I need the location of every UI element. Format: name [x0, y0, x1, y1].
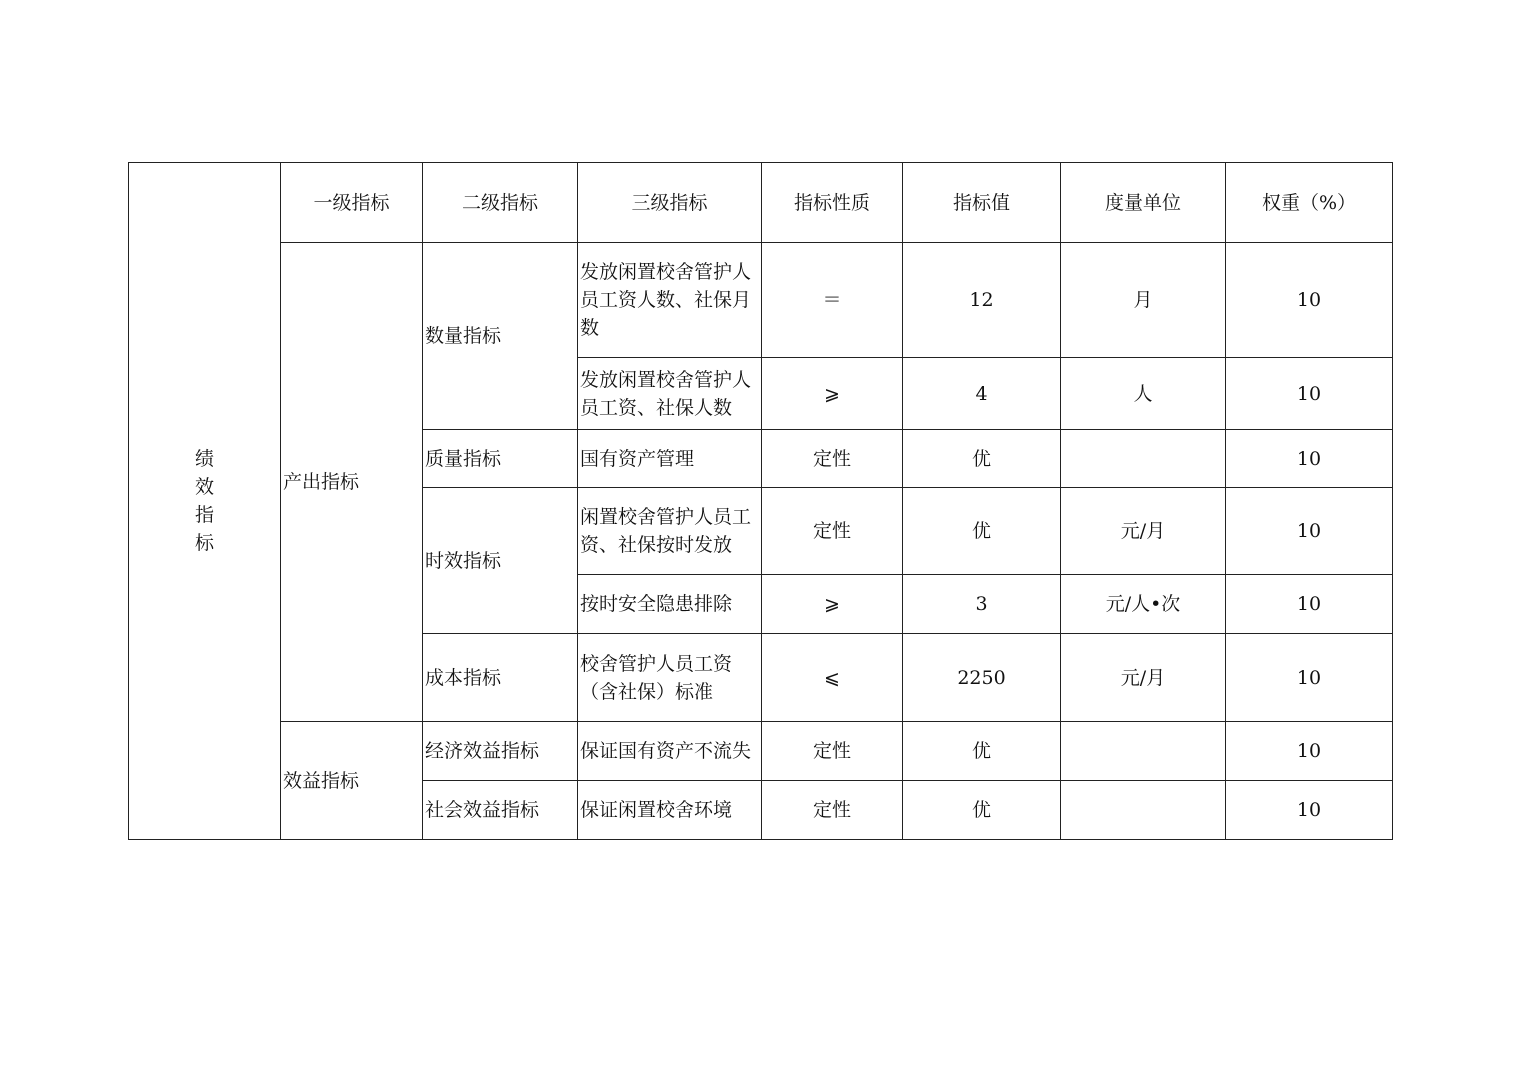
- indicator-value: 4: [903, 358, 1061, 430]
- level2-quality-indicator: 质量指标: [423, 430, 578, 488]
- indicator-nature: ⩾: [762, 358, 903, 430]
- indicator-value: 2250: [903, 634, 1061, 722]
- level1-benefit-indicator: 效益指标: [281, 722, 423, 840]
- measurement-unit: 元/月: [1061, 488, 1226, 575]
- level1-output-indicator: 产出指标: [281, 243, 423, 722]
- indicator-nature: 定性: [762, 722, 903, 781]
- weight-value: 10: [1226, 430, 1393, 488]
- level3-indicator: 国有资产管理: [578, 430, 762, 488]
- measurement-unit: 元/月: [1061, 634, 1226, 722]
- indicator-value: 优: [903, 430, 1061, 488]
- measurement-unit: [1061, 722, 1226, 781]
- level3-indicator: 发放闲置校舍管护人员工资、社保人数: [578, 358, 762, 430]
- header-level3: 三级指标: [578, 163, 762, 243]
- indicator-nature: 定性: [762, 430, 903, 488]
- header-unit: 度量单位: [1061, 163, 1226, 243]
- level2-timeliness-indicator: 时效指标: [423, 488, 578, 634]
- indicator-value: 优: [903, 488, 1061, 575]
- header-nature: 指标性质: [762, 163, 903, 243]
- indicator-nature: ＝: [762, 243, 903, 358]
- weight-value: 10: [1226, 243, 1393, 358]
- weight-value: 10: [1226, 488, 1393, 575]
- level2-quantity-indicator: 数量指标: [423, 243, 578, 430]
- header-value: 指标值: [903, 163, 1061, 243]
- level3-indicator: 保证闲置校舍环境: [578, 781, 762, 840]
- weight-value: 10: [1226, 781, 1393, 840]
- indicator-value: 3: [903, 575, 1061, 634]
- weight-value: 10: [1226, 634, 1393, 722]
- table-row: [129, 243, 1393, 358]
- level3-indicator: 闲置校舍管护人员工资、社保按时发放: [578, 488, 762, 575]
- weight-value: 10: [1226, 358, 1393, 430]
- measurement-unit: [1061, 781, 1226, 840]
- measurement-unit: 人: [1061, 358, 1226, 430]
- table-row: [129, 722, 1393, 781]
- indicator-nature: ⩾: [762, 575, 903, 634]
- level3-indicator: 按时安全隐患排除: [578, 575, 762, 634]
- measurement-unit: [1061, 430, 1226, 488]
- indicator-value: 12: [903, 243, 1061, 358]
- level2-economic-benefit-indicator: 经济效益指标: [423, 722, 578, 781]
- indicator-value: 优: [903, 781, 1061, 840]
- level3-indicator: 校舍管护人员工资（含社保）标准: [578, 634, 762, 722]
- weight-value: 10: [1226, 722, 1393, 781]
- header-row: [129, 163, 1393, 243]
- level3-indicator: 保证国有资产不流失: [578, 722, 762, 781]
- level2-social-benefit-indicator: 社会效益指标: [423, 781, 578, 840]
- header-level2: 二级指标: [423, 163, 578, 243]
- indicator-nature: 定性: [762, 781, 903, 840]
- level2-cost-indicator: 成本指标: [423, 634, 578, 722]
- level3-indicator: 发放闲置校舍管护人员工资人数、社保月数: [578, 243, 762, 358]
- weight-value: 10: [1226, 575, 1393, 634]
- performance-indicator-label: 绩效指标: [194, 448, 214, 554]
- performance-indicator-label-cell: [129, 163, 281, 840]
- measurement-unit: 月: [1061, 243, 1226, 358]
- indicator-value: 优: [903, 722, 1061, 781]
- header-level1: 一级指标: [281, 163, 423, 243]
- performance-indicator-table: [128, 162, 1393, 840]
- measurement-unit: 元/人•次: [1061, 575, 1226, 634]
- indicator-nature: ⩽: [762, 634, 903, 722]
- header-weight: 权重（%）: [1226, 163, 1393, 243]
- indicator-nature: 定性: [762, 488, 903, 575]
